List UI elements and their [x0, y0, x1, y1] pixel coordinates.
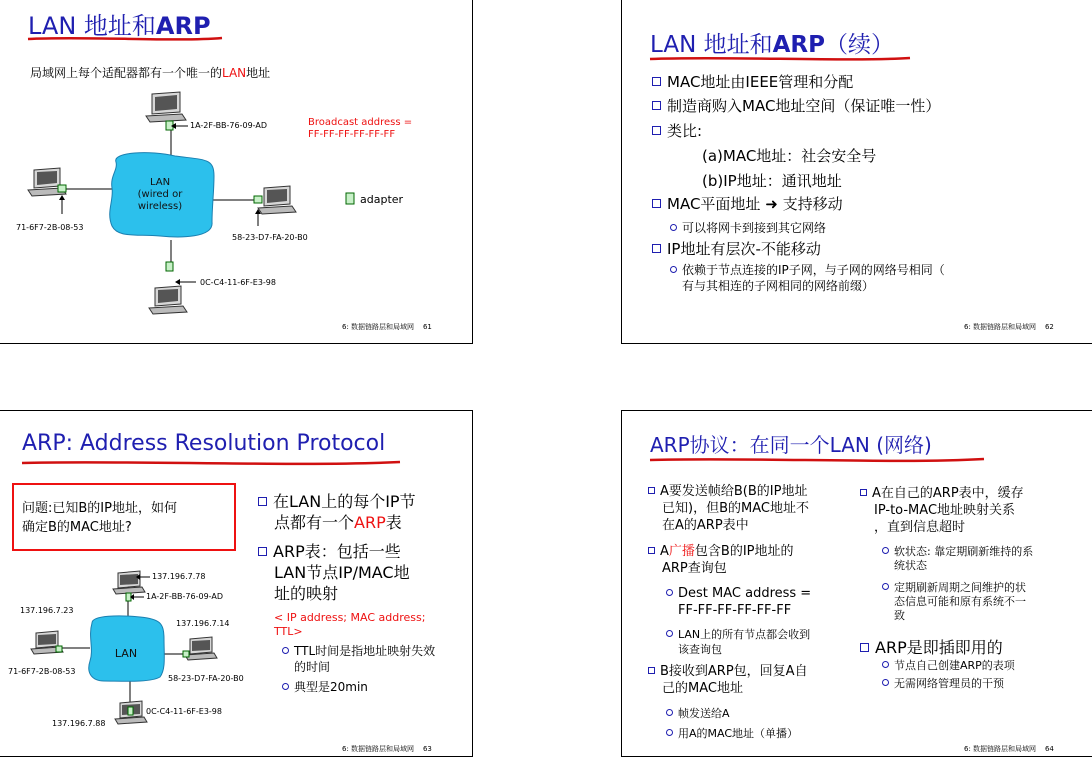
ttl-sub: TTL时间是指地址映射失效 的时间 典型是20min — [282, 643, 435, 695]
ip-top: 137.196.7.78 — [152, 572, 206, 581]
slide-title: ARP协议：在同一个LAN (网络) — [650, 433, 932, 457]
slide-footer: 6: 数据链路层和局域网 62 — [964, 323, 1054, 331]
mac-top: 1A-2F-BB-76-09-AD — [146, 592, 224, 601]
slide-title: ARP: Address Resolution Protocol — [22, 431, 386, 456]
mac-right: 58-23-D7-FA-20-B0 — [168, 674, 244, 683]
arrow-icon: ➜ — [765, 195, 778, 213]
adapter-legend: adapter — [360, 193, 404, 206]
left-bullet-3: B接收到ARP包，回复A自 己的MAC地址 — [648, 663, 808, 697]
dest-mac-sub: Dest MAC address = FF-FF-FF-FF-FF-FF — [666, 585, 811, 619]
bullet-5-sub: 依赖于节点连接的IP子网，与子网的网络号相同（ 有与其相连的子网相同的网络前缀） — [670, 262, 945, 294]
mac-bottom: 0C-C4-11-6F-E3-98 — [146, 707, 222, 716]
bullet-4: MAC平面地址 ➜ 支持移动 — [652, 193, 843, 214]
all-nodes-sub: LAN上的所有节点都会收到 该查询包 — [666, 627, 810, 657]
slide-64 — [621, 410, 1092, 757]
bullet-5: IP地址有层次-不能移动 — [652, 238, 821, 259]
right-bullet-1: A在自己的ARP表中，缓存 IP-to-MAC地址映射关系 ，直到信息超时 — [860, 485, 1024, 536]
right-bullet-2: ARP表：包括一些 LAN节点IP/MAC地 址的映射 — [258, 541, 410, 604]
slide-62 — [621, 0, 1092, 344]
title-underline — [648, 455, 1048, 465]
ip-bottom: 137.196.7.88 — [52, 719, 106, 728]
refresh-sub: 定期刷新周期之间维护的状 态信息可能和原有系统不一 致 — [882, 581, 1026, 623]
pc-icon-right — [254, 186, 296, 214]
pc-icon-top — [146, 92, 186, 130]
right-bullet-2: ARP是即插即用的 — [860, 635, 1003, 658]
mac-right: 58-23-D7-FA-20-B0 — [232, 233, 308, 242]
pc-icon-left — [28, 168, 66, 196]
right-bullet-1: 在LAN上的每个IP节 点都有一个ARP表 — [258, 491, 416, 533]
lan-diagram — [0, 0, 472, 343]
slide-footer: 6: 数据链路层和局域网 64 — [964, 745, 1054, 753]
slide-footer: 6: 数据链路层和局域网 63 — [342, 745, 432, 753]
analogy-b: (b)IP地址：通讯地址 — [702, 172, 842, 190]
question-text: 问题:已知B的IP地址，如何 确定B的MAC地址? — [22, 501, 177, 535]
mac-left: 71-6F7-2B-08-53 — [8, 667, 76, 676]
broadcast-address: Broadcast address = FF-FF-FF-FF-FF-FF — [308, 117, 413, 140]
analogy-a: (a)MAC地址：社会安全号 — [702, 147, 877, 165]
mac-top: 1A-2F-BB-76-09-AD — [190, 121, 268, 130]
arp-diagram — [0, 411, 260, 756]
arp-entry-format: < IP address; MAC address; TTL> — [274, 611, 426, 638]
ip-right: 137.196.7.14 — [176, 619, 230, 628]
bullet-1: MAC地址由IEEE管理和分配 — [652, 71, 853, 92]
mac-left: 71-6F7-2B-08-53 — [16, 223, 84, 232]
slide-63 — [0, 410, 473, 757]
slide-title: LAN 地址和ARP — [28, 12, 211, 40]
bullet-3: 类比: — [652, 120, 702, 141]
slide-title: LAN 地址和ARP（续） — [650, 32, 894, 58]
left-bullet-2: A广播包含B的IP地址的 ARP查询包 — [648, 543, 794, 577]
pc-icon-top — [113, 571, 145, 594]
pc-icon-right — [185, 637, 217, 660]
bullet-2: 制造商购入MAC地址空间（保证唯一性） — [652, 95, 940, 116]
slide-61 — [0, 0, 473, 344]
mac-bottom: 0C-C4-11-6F-E3-98 — [200, 278, 276, 287]
soft-state-sub: 软状态: 靠定期刷新维持的系 统状态 — [882, 545, 1033, 573]
lan-label: LAN — [114, 647, 138, 660]
left-bullet-1: A要发送帧给B(B的IP地址 已知)，但B的MAC地址不 在A的ARP表中 — [648, 483, 809, 534]
plug-play-subs: 节点自己创建ARP的表项 无需网络管理员的干预 — [882, 657, 1015, 693]
ip-left: 137.196.7.23 — [20, 606, 74, 615]
title-underline — [648, 54, 948, 64]
intro-text: 局域网上每个适配器都有一个唯一的LAN地址 — [30, 66, 271, 80]
reply-subs: 帧发送给A 用A的MAC地址（单播） — [666, 704, 798, 744]
bullet-4-sub: 可以将网卡到接到其它网络 — [670, 219, 826, 236]
pc-icon-bottom — [149, 262, 187, 314]
lan-cloud-label: LAN (wired or wireless) — [137, 177, 183, 212]
slide-footer: 6: 数据链路层和局域网 61 — [342, 323, 432, 331]
